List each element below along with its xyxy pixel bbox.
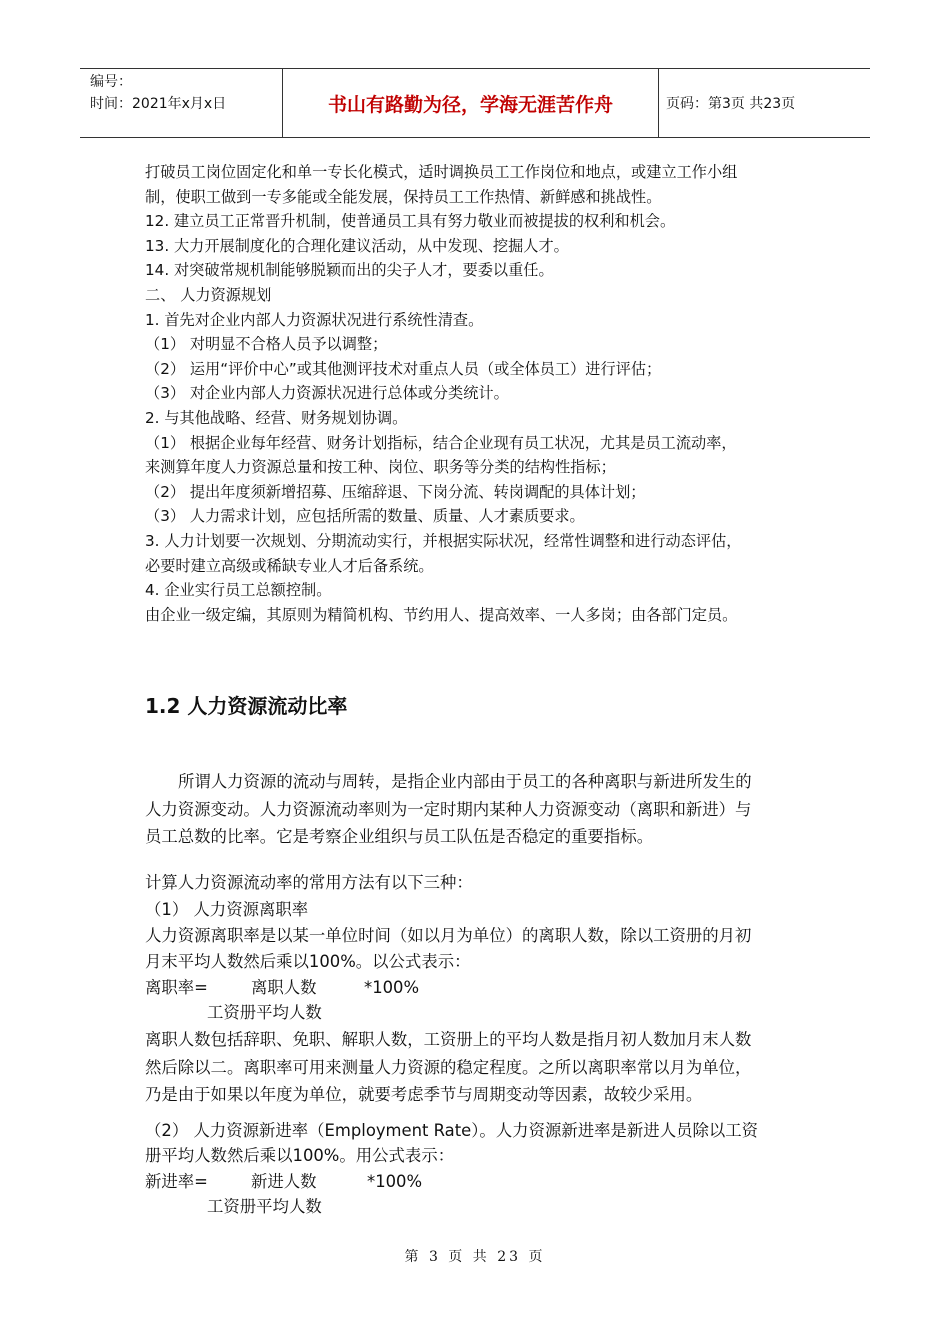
intro-paragraph	[145, 768, 825, 851]
text-line: 乃是由于如果以年度为单位，就要考虑季节与周期变动等因素，故较少采用。	[145, 1085, 703, 1104]
text-line: 1. 首先对企业内部人力资源状况进行系统性清查。	[145, 310, 484, 329]
formula-numerator: 离职人数	[251, 978, 317, 997]
section1-text	[145, 160, 825, 627]
text-line: （3） 对企业内部人力资源状况进行总体或分类统计。	[145, 384, 509, 403]
method1-title: （1） 人力资源离职率	[145, 899, 309, 919]
text-line: 3. 人力计划要一次规划、分期流动实行，并根据实际状况，经常性调整和进行动态评估，	[145, 531, 742, 550]
page-footer: 第 3 页 共 23 页	[404, 1249, 546, 1265]
text-line: （2） 运用“评价中心”或其他测评技术对重点人员（或全体员工）进行评估；	[145, 359, 662, 378]
text-line: 打破员工岗位固定化和单一专长化模式，适时调换员工工作岗位和地点，或建立工作小组	[145, 163, 738, 181]
text-line: 由企业一级定编，其原则为精简机构、节约用人、提高效率、一人多岗；由各部门定员。	[145, 605, 738, 624]
formula-multiplier: *100%	[364, 978, 420, 997]
text-line: （1） 根据企业每年经营、财务计划指标，结合企业现有员工状况，尤其是员工流动率，	[145, 433, 737, 452]
text-line: 离职人数包括辞职、免职、解职人数，工资册上的平均人数是指月初人数加月末人数	[145, 1030, 752, 1049]
formula-1	[145, 974, 825, 999]
header-number: 编号：	[90, 74, 132, 90]
header-motto: 书山有路勤为径，学海无涯苦作舟	[283, 69, 659, 137]
text-line: （1） 对明显不合格人员予以调整；	[145, 335, 388, 354]
text-line: 人力资源离职率是以某一单位时间（如以月为单位）的离职人数，除以工资册的月初	[145, 925, 752, 945]
text-line: 4. 企业实行员工总额控制。	[145, 581, 332, 600]
header-page-info: 页码：第3页 共23页	[666, 96, 796, 112]
text-line: 制，使职工做到一专多能或全能发展，保持员工工作热情、新鲜感和挑战性。	[145, 187, 662, 206]
text-line: 月末平均人数然后乘以100%。以公式表示：	[145, 952, 471, 971]
section-heading: 1.2 人力资源流动比率	[145, 694, 348, 718]
text-line: 2. 与其他战略、经营、财务规划协调。	[145, 408, 408, 427]
methods-intro: 计算人力资源流动率的常用方法有以下三种：	[145, 873, 473, 892]
text-line: 必要时建立高级或稀缺专业人才后备系统。	[145, 556, 434, 575]
formula-multiplier: *100%	[367, 1172, 423, 1191]
text-line: 人力资源变动。人力资源流动率则为一定时期内某种人力资源变动（离职和新进）与	[145, 799, 752, 819]
formula-label: 新进率=	[145, 1172, 208, 1191]
text-line: 然后除以二。离职率可用来测量人力资源的稳定程度。之所以离职率常以月为单位，	[145, 1057, 752, 1077]
text-line: （2） 人力资源新进率（Employment Rate）。人力资源新进率是新进人员除以工资	[145, 1121, 759, 1140]
text-line: 册平均人数然后乘以100%。用公式表示：	[145, 1146, 455, 1165]
text-line: 14. 对突破常规机制能够脱颖而出的尖子人才，要委以重任。	[145, 261, 554, 280]
text-line: 13. 大力开展制度化的合理化建议活动，从中发现、挖掘人才。	[145, 236, 569, 255]
formula-denominator: 工资册平均人数	[207, 1197, 322, 1216]
text-line: 来测算年度人力资源总量和按工种、岗位、职务等分类的结构性指标；	[145, 458, 616, 477]
text-line: 二、 人力资源规划	[145, 285, 272, 304]
text-line: 12. 建立员工正常晋升机制，使普通员工具有努力敬业而被提拔的权利和机会。	[145, 212, 676, 231]
header-meta	[80, 69, 283, 137]
text-line: 员工总数的比率。它是考察企业组织与员工队伍是否稳定的重要指标。	[145, 827, 654, 846]
page-header	[80, 68, 870, 138]
text-line: 所谓人力资源的流动与周转，是指企业内部由于员工的各种离职与新进所发生的	[178, 772, 752, 791]
method2-section	[145, 1118, 825, 1220]
formula-numerator: 新进人数	[251, 1172, 317, 1191]
header-time: 时间：2021年x月x日	[90, 96, 227, 112]
formula-label: 离职率=	[145, 978, 208, 997]
text-line: （2） 提出年度须新增招募、压缩辞退、下岗分流、转岗调配的具体计划；	[145, 482, 646, 501]
text-line: （3） 人力需求计划，应包括所需的数量、质量、人才素质要求。	[145, 507, 585, 526]
formula-2	[145, 1168, 825, 1193]
formula-denominator: 工资册平均人数	[207, 1003, 322, 1022]
methods-section	[145, 869, 825, 1109]
